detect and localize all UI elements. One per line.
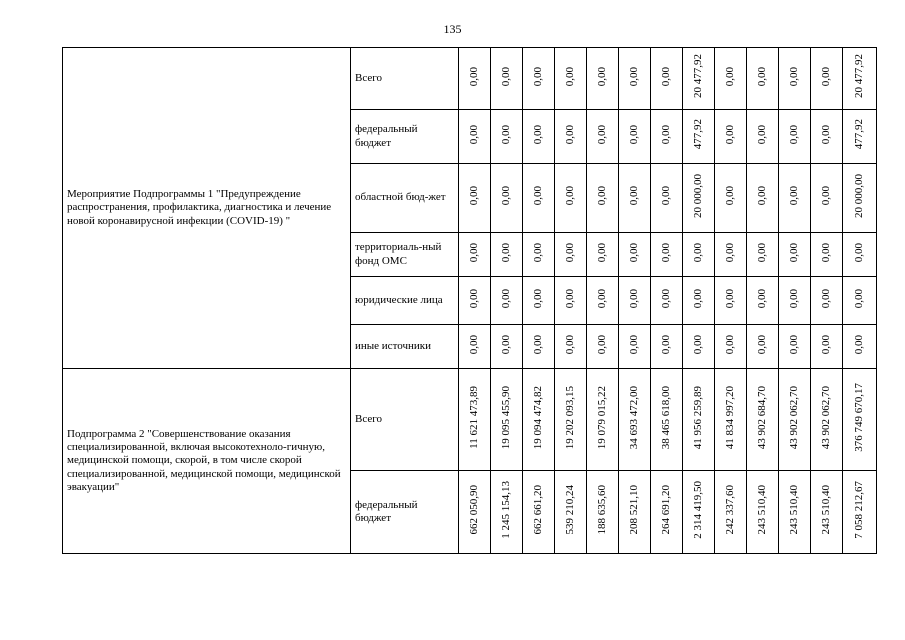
value-cell: [747, 48, 779, 110]
value-text: 0,00: [531, 242, 544, 263]
value-cell: [747, 471, 779, 554]
value-cell: [651, 110, 683, 164]
value-text: 376 749 670,17: [852, 383, 865, 452]
value-cell: [491, 48, 523, 110]
value-text: 34 693 472,00: [627, 385, 640, 450]
value-text: 0,00: [467, 334, 480, 355]
value-cell: [811, 369, 843, 471]
value-cell: [843, 233, 877, 277]
value-cell: [523, 233, 555, 277]
value-text: 0,00: [531, 66, 544, 87]
value-text: 20 000,00: [852, 173, 865, 218]
value-text: 264 691,20: [659, 485, 672, 535]
value-cell: [651, 369, 683, 471]
value-cell: [459, 164, 491, 233]
value-cell: [779, 471, 811, 554]
budget-table: [62, 47, 877, 554]
value-cell: [683, 164, 715, 233]
value-cell: [491, 369, 523, 471]
value-cell: [779, 369, 811, 471]
value-cell: [715, 277, 747, 325]
value-text: 0,00: [787, 124, 800, 145]
value-cell: [651, 471, 683, 554]
value-text: 41 834 997,20: [723, 385, 736, 450]
value-text: 0,00: [659, 288, 672, 309]
value-cell: [587, 48, 619, 110]
value-text: 0,00: [595, 66, 608, 87]
value-text: 0,00: [531, 124, 544, 145]
value-text: 0,00: [467, 186, 480, 206]
value-cell: [651, 164, 683, 233]
page-number: 135: [443, 22, 462, 36]
value-cell: [843, 471, 877, 554]
value-cell: [619, 325, 651, 369]
funding-source-cell: федеральный бюджет: [351, 471, 459, 554]
value-text: 0,00: [659, 66, 672, 87]
value-cell: [619, 164, 651, 233]
value-cell: [747, 164, 779, 233]
value-text: 0,00: [723, 334, 736, 355]
value-cell: [683, 325, 715, 369]
value-cell: [651, 277, 683, 325]
value-text: 0,00: [787, 334, 800, 355]
value-text: 0,00: [595, 186, 608, 206]
value-cell: [843, 325, 877, 369]
value-cell: [715, 369, 747, 471]
value-text: 0,00: [819, 334, 832, 355]
value-cell: [811, 48, 843, 110]
value-cell: [587, 277, 619, 325]
value-text: 0,00: [787, 186, 800, 206]
funding-source-cell: Всего: [351, 48, 459, 110]
value-text: 0,00: [467, 66, 480, 87]
value-text: 0,00: [627, 288, 640, 309]
value-cell: [811, 164, 843, 233]
value-cell: [811, 471, 843, 554]
value-cell: [683, 471, 715, 554]
value-text: 0,00: [627, 242, 640, 263]
value-cell: [651, 325, 683, 369]
value-text: 19 094 474,82: [531, 385, 544, 450]
value-text: 539 210,24: [563, 485, 576, 535]
value-cell: [843, 164, 877, 233]
value-cell: [619, 277, 651, 325]
value-text: 0,00: [723, 288, 736, 309]
value-cell: [523, 110, 555, 164]
value-text: 0,00: [531, 334, 544, 355]
value-cell: [555, 325, 587, 369]
value-text: 0,00: [563, 242, 576, 263]
value-text: 0,00: [499, 124, 512, 145]
value-text: 0,00: [723, 66, 736, 87]
value-cell: [715, 471, 747, 554]
funding-source-cell: федеральный бюджет: [351, 110, 459, 164]
value-text: 0,00: [691, 334, 704, 355]
value-cell: [491, 471, 523, 554]
funding-source-cell: Всего: [351, 369, 459, 471]
value-text: 43 902 684,70: [755, 385, 768, 450]
value-cell: [523, 471, 555, 554]
value-cell: [619, 233, 651, 277]
event-name-cell: Мероприятие Подпрограммы 1 "Предупреждение распространения, профилактика, диагностика и лечение новой коронавирусной инфекции (COVID-19) ": [63, 48, 351, 369]
value-cell: [555, 164, 587, 233]
value-text: 0,00: [819, 186, 832, 206]
value-cell: [715, 48, 747, 110]
value-text: 20 000,00: [691, 173, 704, 218]
value-cell: [491, 110, 523, 164]
value-text: 0,00: [659, 124, 672, 145]
value-text: 11 621 473,89: [467, 385, 480, 449]
table-body: [63, 48, 877, 554]
value-cell: [683, 48, 715, 110]
value-text: 477,92: [852, 119, 865, 150]
value-text: 0,00: [659, 242, 672, 263]
value-cell: [715, 110, 747, 164]
value-cell: [459, 233, 491, 277]
value-text: 0,00: [755, 242, 768, 263]
value-text: 0,00: [563, 186, 576, 206]
value-cell: [683, 277, 715, 325]
value-cell: [747, 277, 779, 325]
value-text: 0,00: [787, 66, 800, 87]
table-row: [63, 369, 877, 471]
value-cell: [779, 110, 811, 164]
value-cell: [811, 277, 843, 325]
value-text: 0,00: [595, 242, 608, 263]
value-text: 0,00: [627, 186, 640, 206]
value-text: 0,00: [723, 124, 736, 145]
value-cell: [651, 48, 683, 110]
value-text: 0,00: [787, 288, 800, 309]
value-text: 188 635,60: [595, 485, 608, 535]
value-cell: [715, 164, 747, 233]
value-text: 0,00: [819, 124, 832, 145]
value-cell: [491, 277, 523, 325]
value-cell: [459, 48, 491, 110]
value-cell: [459, 277, 491, 325]
value-text: 0,00: [659, 186, 672, 206]
value-text: 43 902 062,70: [819, 385, 832, 450]
value-cell: [587, 369, 619, 471]
value-text: 0,00: [755, 124, 768, 145]
value-text: 243 510,40: [755, 485, 768, 535]
value-text: 0,00: [852, 288, 865, 309]
value-cell: [779, 277, 811, 325]
funding-source-cell: территориаль-ный фонд ОМС: [351, 233, 459, 277]
value-text: 43 902 062,70: [787, 385, 800, 450]
value-cell: [555, 277, 587, 325]
value-text: 0,00: [499, 242, 512, 263]
value-text: 0,00: [499, 66, 512, 87]
value-text: 0,00: [563, 66, 576, 87]
value-cell: [619, 48, 651, 110]
event-name-cell: Подпрограмма 2 "Совершенствование оказания специализированной, включая высокотехноло-гичную, медицинской помощи, скорой, в том числе скорой специализированной, медицинской помощи, медицинской эвакуации": [63, 369, 351, 554]
value-cell: [843, 48, 877, 110]
value-cell: [491, 164, 523, 233]
value-cell: [843, 110, 877, 164]
value-text: 0,00: [787, 242, 800, 263]
value-text: 0,00: [595, 288, 608, 309]
value-text: 0,00: [723, 186, 736, 206]
funding-source-cell: областной бюд-жет: [351, 164, 459, 233]
value-cell: [523, 48, 555, 110]
value-cell: [747, 233, 779, 277]
value-cell: [459, 369, 491, 471]
value-text: 0,00: [627, 124, 640, 145]
value-cell: [715, 325, 747, 369]
value-text: 0,00: [499, 186, 512, 206]
value-text: 0,00: [691, 242, 704, 263]
value-text: 0,00: [691, 288, 704, 309]
value-text: 208 521,10: [627, 485, 640, 535]
value-text: 0,00: [819, 66, 832, 87]
value-cell: [587, 325, 619, 369]
value-cell: [811, 325, 843, 369]
value-cell: [523, 164, 555, 233]
value-cell: [683, 369, 715, 471]
value-text: 0,00: [852, 334, 865, 355]
value-text: 243 510,40: [787, 485, 800, 535]
value-text: 0,00: [595, 124, 608, 145]
value-cell: [651, 233, 683, 277]
value-cell: [587, 164, 619, 233]
value-text: 243 510,40: [819, 485, 832, 535]
value-cell: [779, 164, 811, 233]
value-cell: [491, 325, 523, 369]
value-text: 0,00: [499, 288, 512, 309]
value-text: 19 202 093,15: [563, 385, 576, 450]
value-text: 19 079 015,22: [595, 385, 608, 450]
value-cell: [587, 110, 619, 164]
funding-source-cell: иные источники: [351, 325, 459, 369]
value-cell: [523, 325, 555, 369]
value-cell: [619, 471, 651, 554]
value-cell: [779, 48, 811, 110]
value-cell: [555, 233, 587, 277]
value-cell: [779, 233, 811, 277]
value-text: 1 245 154,13: [499, 481, 512, 539]
value-cell: [459, 325, 491, 369]
value-text: 0,00: [467, 242, 480, 263]
value-text: 0,00: [595, 334, 608, 355]
value-text: 662 050,90: [467, 485, 480, 535]
value-text: 19 095 455,90: [499, 385, 512, 450]
funding-source-cell: юридические лица: [351, 277, 459, 325]
value-text: 7 058 212,67: [852, 481, 865, 539]
value-cell: [811, 233, 843, 277]
value-text: 0,00: [755, 334, 768, 355]
value-text: 0,00: [755, 186, 768, 206]
value-text: 41 956 259,89: [691, 385, 704, 450]
value-text: 20 477,92: [691, 54, 704, 99]
value-text: 0,00: [819, 242, 832, 263]
value-text: 0,00: [531, 186, 544, 206]
value-cell: [683, 110, 715, 164]
value-cell: [459, 110, 491, 164]
value-text: 0,00: [819, 288, 832, 309]
value-text: 0,00: [755, 288, 768, 309]
value-cell: [523, 277, 555, 325]
value-cell: [779, 325, 811, 369]
value-cell: [747, 369, 779, 471]
value-text: 0,00: [563, 124, 576, 145]
value-cell: [555, 369, 587, 471]
value-cell: [715, 233, 747, 277]
value-cell: [683, 233, 715, 277]
value-text: 0,00: [852, 242, 865, 263]
value-text: 0,00: [499, 334, 512, 355]
value-cell: [587, 233, 619, 277]
value-text: 0,00: [531, 288, 544, 309]
value-cell: [747, 325, 779, 369]
value-cell: [843, 277, 877, 325]
value-cell: [555, 471, 587, 554]
value-cell: [811, 110, 843, 164]
value-text: 0,00: [563, 288, 576, 309]
value-text: 0,00: [723, 242, 736, 263]
value-text: 0,00: [563, 334, 576, 355]
value-text: 0,00: [627, 66, 640, 87]
value-text: 0,00: [755, 66, 768, 87]
value-text: 2 314 419,50: [691, 481, 704, 539]
value-text: 0,00: [659, 334, 672, 355]
value-text: 0,00: [467, 288, 480, 309]
value-cell: [491, 233, 523, 277]
value-text: 20 477,92: [852, 54, 865, 99]
value-text: 0,00: [467, 124, 480, 145]
value-text: 38 465 618,00: [659, 385, 672, 450]
value-cell: [523, 369, 555, 471]
value-cell: [747, 110, 779, 164]
value-cell: [619, 110, 651, 164]
value-cell: [587, 471, 619, 554]
value-cell: [619, 369, 651, 471]
value-text: 477,92: [691, 119, 704, 150]
value-cell: [555, 110, 587, 164]
value-cell: [555, 48, 587, 110]
value-cell: [459, 471, 491, 554]
table-row: [63, 48, 877, 110]
value-cell: [843, 369, 877, 471]
value-text: 0,00: [627, 334, 640, 355]
value-text: 662 661,20: [531, 485, 544, 535]
value-text: 242 337,60: [723, 485, 736, 535]
